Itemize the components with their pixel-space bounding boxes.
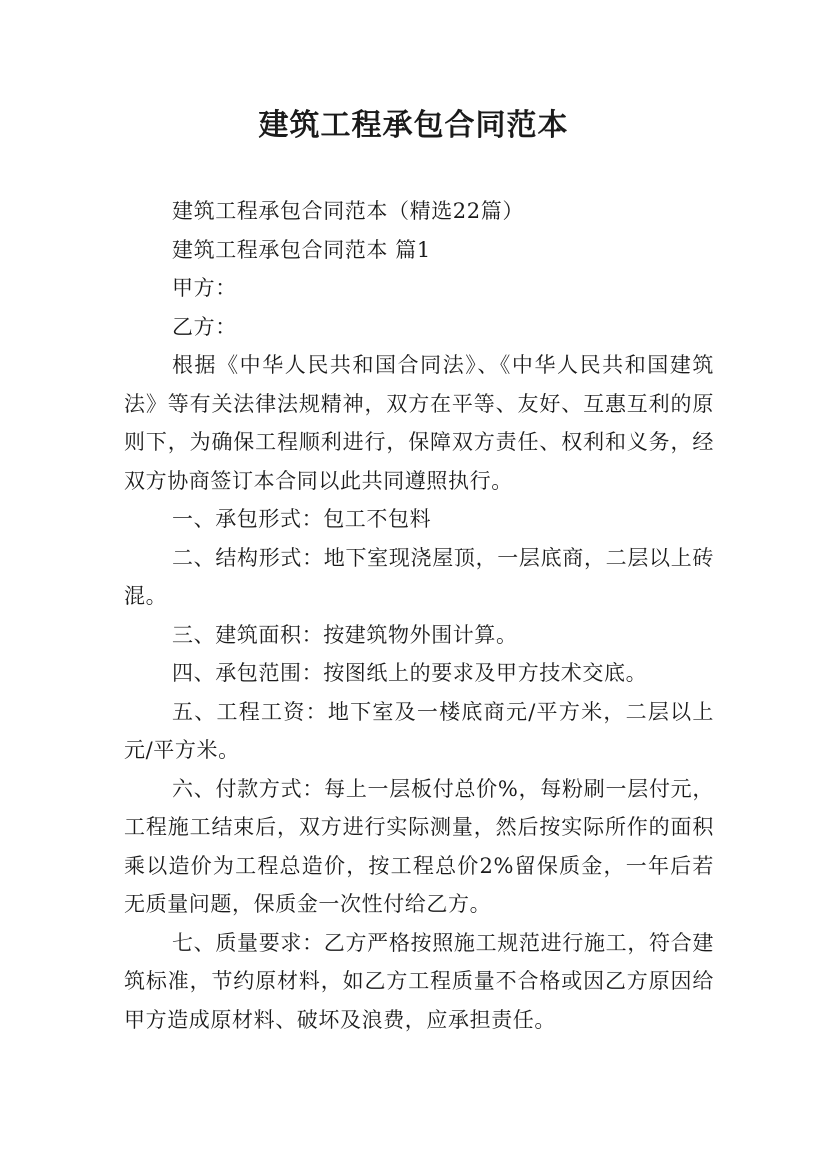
paragraph-subtitle: 建筑工程承包合同范本（精选22篇） <box>172 199 524 223</box>
paragraph-preamble: 根据《中华人民共和国合同法》、《中华人民共和国建筑法》等有关法律法规精神，双方在平等、友好、互惠互利的原则下，为确保工程顺利进行，保障双方责任、权利和义务，经双方协商签订本合同以此共同遵照执行。 <box>124 353 714 493</box>
paragraph-clause-1: 一、承包形式：包工不包料 <box>172 507 432 531</box>
document-title: 建筑工程承包合同范本 <box>258 108 569 143</box>
paragraph-section-heading: 建筑工程承包合同范本 篇1 <box>172 237 431 262</box>
paragraph-clause-7: 七、质量要求：乙方严格按照施工规范进行施工，符合建筑标准，节约原材料，如乙方工程质量不合格或因乙方原因给甲方造成原材料、破坏及浪费，应承担责任。 <box>124 930 714 1032</box>
paragraph-clause-2: 二、结构形式：地下室现浇屋顶，一层底商，二层以上砖混。 <box>124 545 714 608</box>
paragraph-clause-3: 三、建筑面积：按建筑物外围计算。 <box>172 622 518 647</box>
paragraph-clause-5: 五、工程工资：地下室及一楼底商元/平方米，二层以上元/平方米。 <box>124 699 714 762</box>
paragraph-clause-4: 四、承包范围：按图纸上的要求及甲方技术交底。 <box>172 661 648 685</box>
paragraph-party-a: 甲方： <box>172 276 237 300</box>
document-body <box>124 192 714 1039</box>
paragraph-clause-6: 六、付款方式：每上一层板付总价%，每粉刷一层付元，工程施工结束后，双方进行实际测量，然后按实际所作的面积乘以造价为工程总造价，按工程总价2%留保质金，一年后若无质量问题，保质金一次性付给乙方。 <box>124 776 714 916</box>
paragraph-party-b: 乙方： <box>172 314 237 339</box>
